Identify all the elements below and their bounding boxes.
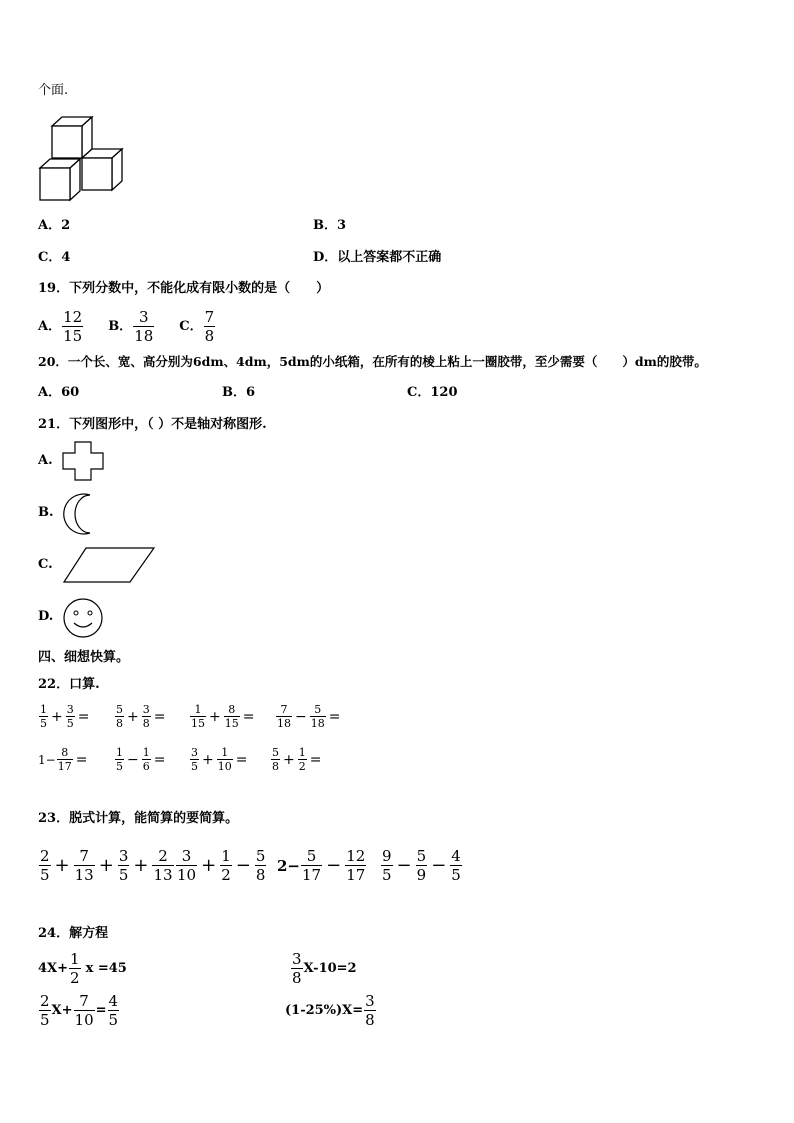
q18-option-c[interactable]: C．4 (38, 250, 71, 265)
q22-row2-item4: $\frac{5}{8}$ + $\frac{1}{2}$ = (272, 746, 322, 773)
cross-shape-icon (62, 441, 104, 481)
q23-title: 23．脱式计算，能简算的要简算。 (38, 811, 239, 826)
q24-equation-2: $\frac{3}{8}$ X-10=2 (292, 950, 357, 987)
q19-option-c-fraction: $\frac{7}{8}$ (204, 308, 215, 345)
q22-title: 22．口算. (38, 677, 100, 692)
q19-option-b-fraction: $\frac{3}{18}$ (134, 308, 154, 345)
q20-option-b[interactable]: B．6 (222, 385, 256, 400)
crescent-moon-icon (60, 493, 96, 535)
q22-row1-item4: $\frac{7}{18}$ − $\frac{5}{18}$ = (277, 703, 341, 730)
q22-row1-item1: $\frac{1}{5}$ + $\frac{3}{5}$ = (40, 703, 90, 730)
q18-option-a[interactable]: A．2 (38, 218, 71, 233)
q22-row1-item3: $\frac{1}{15}$ + $\frac{8}{15}$ = (191, 703, 255, 730)
q18-tail-text: 个面. (38, 83, 69, 98)
q19-options (38, 309, 216, 344)
q24-title: 24．解方程 (38, 926, 109, 941)
parallelogram-icon (62, 546, 156, 584)
q19-option-c-label[interactable]: C． (179, 318, 203, 334)
q23-expression-3: 2− $\frac{5}{17}$ − $\frac{12}{17}$ (277, 847, 366, 884)
q23-expression-2: $\frac{3}{10}$ + $\frac{1}{2}$ − $\frac{5}{8}$ (177, 847, 266, 884)
q19-option-a-label[interactable]: A． (38, 318, 62, 334)
q23-expression-4: $\frac{9}{5}$ − $\frac{5}{9}$ − $\frac{4}{5}$ (382, 847, 461, 884)
q18-option-b[interactable]: B．3 (313, 218, 347, 233)
q24-equation-3: $\frac{2}{5}$ X+ $\frac{7}{10}$ = $\frac{4}{5}$ (40, 992, 119, 1029)
section-four-heading: 四、细想快算。 (38, 650, 130, 665)
cube-stack-figure (38, 116, 128, 202)
q22-row2-item2: $\frac{1}{5}$ − $\frac{1}{6}$ = (116, 746, 166, 773)
q19-title: 19．下列分数中，不能化成有限小数的是（ ） (38, 281, 330, 296)
q19-option-a-fraction: $\frac{12}{15}$ (63, 308, 83, 345)
q20-title: 20．一个长、宽、高分别为6dm、4dm，5dm的小纸箱，在所有的棱上粘上一圈胶带，至少需要（ ）dm的胶带。 (38, 354, 707, 369)
q21-option-c-label[interactable]: C. (38, 557, 53, 572)
q21-option-b-label[interactable]: B. (38, 505, 54, 520)
q22-row1-item2: $\frac{5}{8}$ + $\frac{3}{8}$ = (116, 703, 166, 730)
q21-title: 21．下列图形中，（ ）不是轴对称图形. (38, 417, 267, 432)
q23-expression-1: $\frac{2}{5}$ + $\frac{7}{13}$ + $\frac{3}{5}$ + $\frac{2}{13}$ (40, 847, 173, 884)
q24-equation-4: (1-25%)X= $\frac{3}{8}$ (285, 992, 375, 1029)
q20-option-c[interactable]: C．120 (407, 385, 458, 400)
q22-row2-item3: $\frac{3}{5}$ + $\frac{1}{10}$ = (191, 746, 248, 773)
q21-option-a-label[interactable]: A. (38, 453, 53, 468)
q19-option-b-label[interactable]: B． (108, 318, 133, 334)
q20-option-a[interactable]: A．60 (38, 385, 80, 400)
q24-equation-1: 4X+ $\frac{1}{2}$ x =45 (38, 950, 127, 987)
q21-option-d-label[interactable]: D. (38, 609, 54, 624)
q22-row2-item1: 1− $\frac{8}{17}$ = (38, 746, 88, 773)
q18-option-d[interactable]: D．以上答案都不正确 (313, 250, 442, 265)
smiley-face-icon (62, 597, 104, 639)
